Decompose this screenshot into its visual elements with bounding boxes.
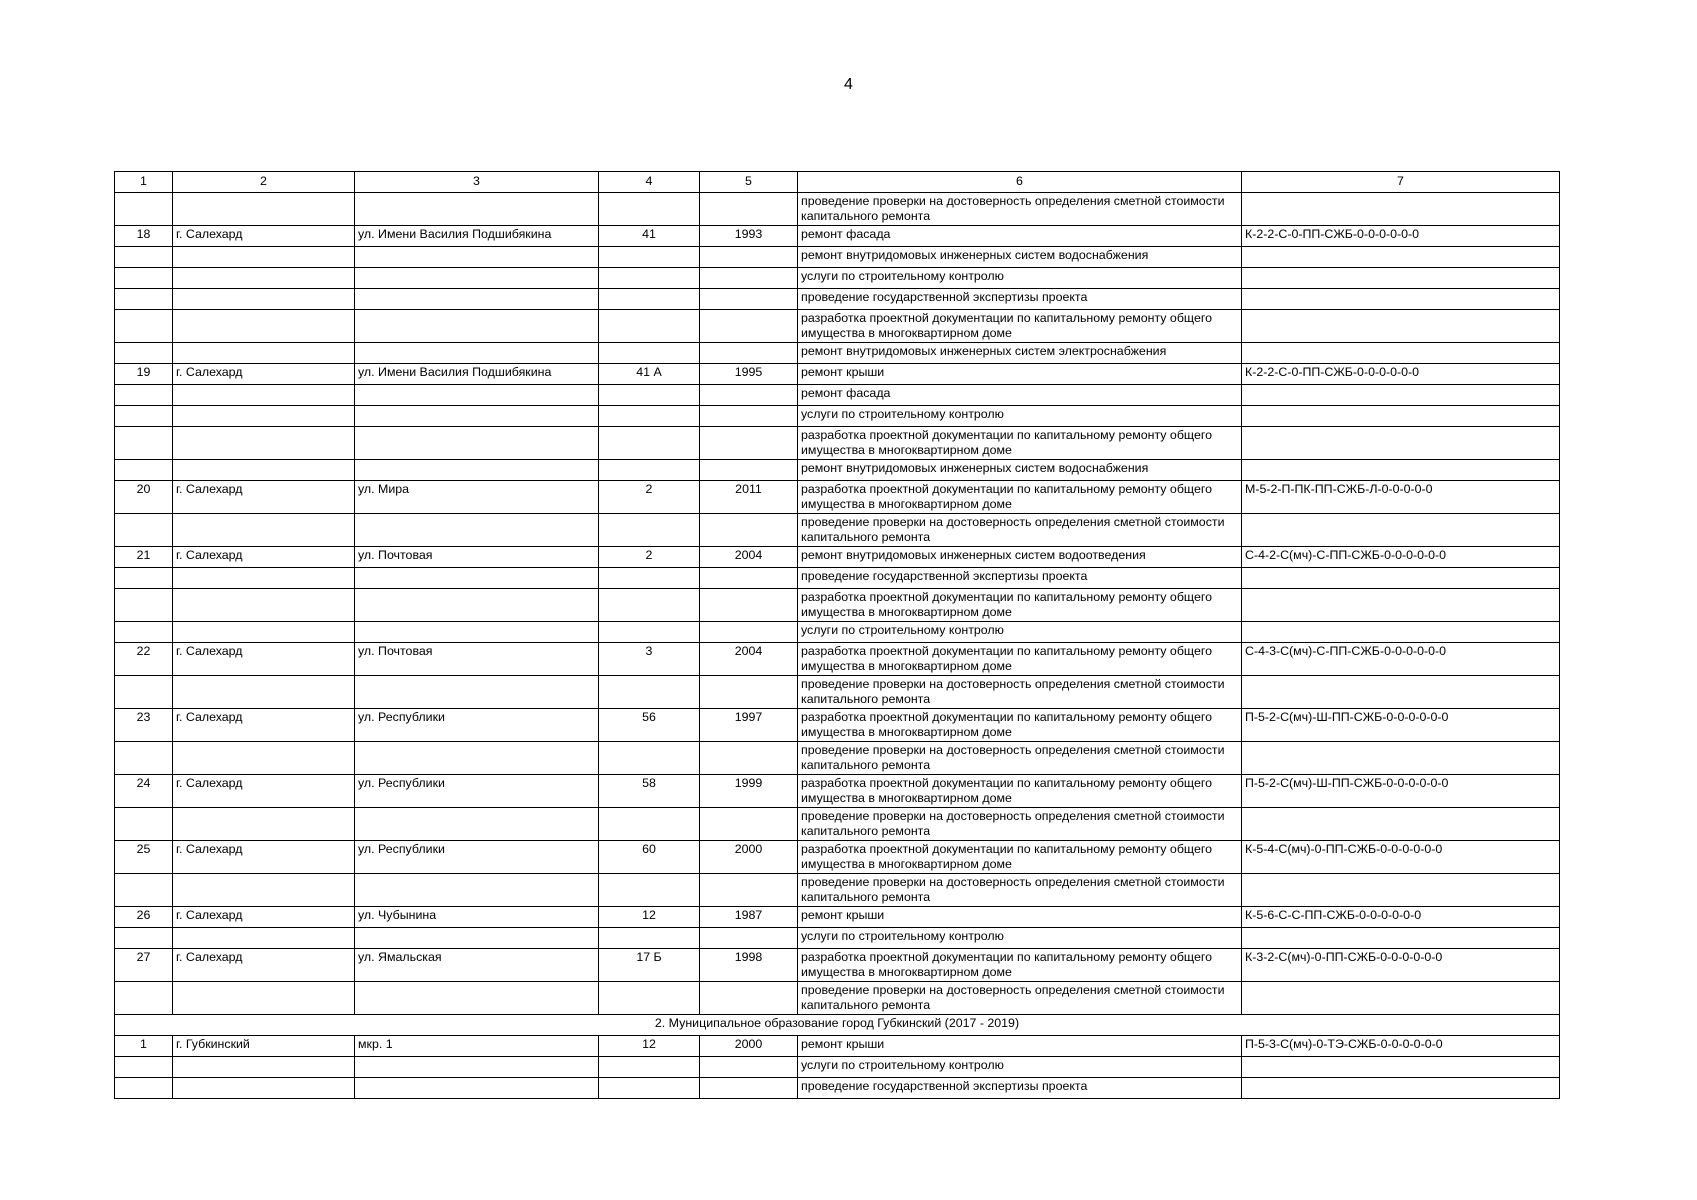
code-cell [1242, 514, 1560, 547]
column-header: 4 [599, 172, 700, 193]
section-title: 2. Муниципальное образование город Губкинский (2017 - 2019) [115, 1015, 1560, 1036]
city-cell [173, 742, 355, 775]
code-cell: К-2-2-С-0-ПП-СЖБ-0-0-0-0-0-0 [1242, 226, 1560, 247]
work-type-cell: ремонт внутридомовых инженерных систем электроснабжения [798, 343, 1242, 364]
year-cell [700, 874, 798, 907]
city-cell [173, 808, 355, 841]
table-row [115, 775, 1560, 808]
row-number-cell [115, 742, 173, 775]
code-cell [1242, 460, 1560, 481]
house-number-cell [599, 982, 700, 1015]
code-cell [1242, 268, 1560, 289]
house-number-cell [599, 928, 700, 949]
table-body [115, 193, 1560, 1099]
row-number-cell [115, 808, 173, 841]
code-cell [1242, 310, 1560, 343]
work-type-cell: проведение государственной экспертизы проекта [798, 289, 1242, 310]
code-cell [1242, 343, 1560, 364]
work-type-cell: разработка проектной документации по капитальному ремонту общего имущества в многоквартирном доме [798, 949, 1242, 982]
city-cell [173, 1057, 355, 1078]
street-cell [355, 406, 599, 427]
row-number-cell: 20 [115, 481, 173, 514]
year-cell [700, 808, 798, 841]
code-cell [1242, 589, 1560, 622]
work-type-cell: ремонт внутридомовых инженерных систем водоснабжения [798, 460, 1242, 481]
city-cell [173, 193, 355, 226]
city-cell [173, 1078, 355, 1099]
code-cell [1242, 406, 1560, 427]
table-row [115, 568, 1560, 589]
city-cell: г. Салехард [173, 226, 355, 247]
year-cell [700, 514, 798, 547]
year-cell: 2000 [700, 1036, 798, 1057]
row-number-cell: 24 [115, 775, 173, 808]
code-cell [1242, 385, 1560, 406]
house-number-cell: 41 [599, 226, 700, 247]
house-number-cell: 2 [599, 547, 700, 568]
street-cell: ул. Почтовая [355, 643, 599, 676]
work-type-cell: проведение проверки на достоверность определения сметной стоимости капитального ремонта [798, 808, 1242, 841]
code-cell [1242, 247, 1560, 268]
table-row [115, 385, 1560, 406]
street-cell: ул. Ямальская [355, 949, 599, 982]
street-cell [355, 514, 599, 547]
column-header: 1 [115, 172, 173, 193]
table-row [115, 982, 1560, 1015]
house-number-cell: 58 [599, 775, 700, 808]
street-cell [355, 589, 599, 622]
code-cell [1242, 289, 1560, 310]
street-cell: ул. Имени Василия Подшибякина [355, 226, 599, 247]
code-cell: К-5-4-С(мч)-0-ПП-СЖБ-0-0-0-0-0-0 [1242, 841, 1560, 874]
city-cell [173, 268, 355, 289]
work-type-cell: проведение проверки на достоверность определения сметной стоимости капитального ремонта [798, 982, 1242, 1015]
house-number-cell [599, 193, 700, 226]
table-row [115, 643, 1560, 676]
year-cell [700, 247, 798, 268]
year-cell: 2011 [700, 481, 798, 514]
row-number-cell [115, 1078, 173, 1099]
table-row [115, 928, 1560, 949]
row-number-cell [115, 406, 173, 427]
page-number: 4 [844, 76, 853, 93]
city-cell: г. Салехард [173, 364, 355, 385]
street-cell [355, 676, 599, 709]
city-cell [173, 874, 355, 907]
year-cell [700, 928, 798, 949]
table-row [115, 907, 1560, 928]
work-type-cell: разработка проектной документации по капитальному ремонту общего имущества в многоквартирном доме [798, 589, 1242, 622]
year-cell: 2000 [700, 841, 798, 874]
street-cell [355, 1078, 599, 1099]
year-cell [700, 460, 798, 481]
table-row [115, 514, 1560, 547]
row-number-cell: 27 [115, 949, 173, 982]
city-cell: г. Салехард [173, 643, 355, 676]
table-row [115, 268, 1560, 289]
house-number-cell [599, 514, 700, 547]
work-type-cell: разработка проектной документации по капитальному ремонту общего имущества в многоквартирном доме [798, 310, 1242, 343]
row-number-cell: 1 [115, 1036, 173, 1057]
code-cell [1242, 874, 1560, 907]
city-cell [173, 589, 355, 622]
work-type-cell: разработка проектной документации по капитальному ремонту общего имущества в многоквартирном доме [798, 481, 1242, 514]
code-cell: М-5-2-П-ПК-ПП-СЖБ-Л-0-0-0-0-0 [1242, 481, 1560, 514]
street-cell [355, 1057, 599, 1078]
table-row [115, 226, 1560, 247]
work-type-cell: проведение проверки на достоверность определения сметной стоимости капитального ремонта [798, 742, 1242, 775]
work-type-cell: разработка проектной документации по капитальному ремонту общего имущества в многоквартирном доме [798, 841, 1242, 874]
year-cell [700, 310, 798, 343]
code-cell [1242, 808, 1560, 841]
row-number-cell [115, 310, 173, 343]
city-cell: г. Салехард [173, 481, 355, 514]
code-cell: С-4-2-С(мч)-С-ПП-СЖБ-0-0-0-0-0-0 [1242, 547, 1560, 568]
year-cell [700, 343, 798, 364]
city-cell: г. Салехард [173, 547, 355, 568]
work-type-cell: разработка проектной документации по капитальному ремонту общего имущества в многоквартирном доме [798, 427, 1242, 460]
row-number-cell [115, 928, 173, 949]
work-type-cell: проведение проверки на достоверность определения сметной стоимости капитального ремонта [798, 676, 1242, 709]
street-cell [355, 310, 599, 343]
street-cell: ул. Республики [355, 709, 599, 742]
work-type-cell: разработка проектной документации по капитальному ремонту общего имущества в многоквартирном доме [798, 643, 1242, 676]
row-number-cell [115, 193, 173, 226]
work-type-cell: услуги по строительному контролю [798, 622, 1242, 643]
work-type-cell: ремонт крыши [798, 364, 1242, 385]
row-number-cell [115, 676, 173, 709]
work-type-cell: проведение проверки на достоверность определения сметной стоимости капитального ремонта [798, 874, 1242, 907]
street-cell [355, 808, 599, 841]
row-number-cell [115, 874, 173, 907]
table-row [115, 247, 1560, 268]
table-row [115, 808, 1560, 841]
work-type-cell: проведение проверки на достоверность определения сметной стоимости капитального ремонта [798, 193, 1242, 226]
house-number-cell [599, 874, 700, 907]
work-type-cell: ремонт фасада [798, 385, 1242, 406]
house-number-cell [599, 589, 700, 622]
table-row [115, 1036, 1560, 1057]
code-cell [1242, 676, 1560, 709]
code-cell [1242, 193, 1560, 226]
work-type-cell: услуги по строительному контролю [798, 1057, 1242, 1078]
house-number-cell [599, 268, 700, 289]
year-cell [700, 289, 798, 310]
house-number-cell [599, 808, 700, 841]
city-cell [173, 310, 355, 343]
work-type-cell: ремонт фасада [798, 226, 1242, 247]
code-cell [1242, 1078, 1560, 1099]
year-cell: 2004 [700, 643, 798, 676]
street-cell [355, 928, 599, 949]
code-cell: П-5-2-С(мч)-Ш-ПП-СЖБ-0-0-0-0-0-0 [1242, 775, 1560, 808]
street-cell [355, 193, 599, 226]
house-number-cell: 41 А [599, 364, 700, 385]
table-row [115, 622, 1560, 643]
city-cell [173, 460, 355, 481]
street-cell [355, 343, 599, 364]
house-number-cell [599, 289, 700, 310]
work-type-cell: услуги по строительному контролю [798, 268, 1242, 289]
row-number-cell [115, 982, 173, 1015]
street-cell: ул. Республики [355, 841, 599, 874]
row-number-cell [115, 343, 173, 364]
street-cell [355, 385, 599, 406]
year-cell: 1987 [700, 907, 798, 928]
street-cell: ул. Мира [355, 481, 599, 514]
city-cell [173, 622, 355, 643]
row-number-cell: 21 [115, 547, 173, 568]
city-cell: г. Салехард [173, 949, 355, 982]
row-number-cell: 19 [115, 364, 173, 385]
table-row [115, 343, 1560, 364]
city-cell [173, 568, 355, 589]
year-cell [700, 568, 798, 589]
work-type-cell: услуги по строительному контролю [798, 928, 1242, 949]
city-cell [173, 982, 355, 1015]
street-cell [355, 427, 599, 460]
street-cell: ул. Имени Василия Подшибякина [355, 364, 599, 385]
house-number-cell: 56 [599, 709, 700, 742]
code-cell: П-5-2-С(мч)-Ш-ПП-СЖБ-0-0-0-0-0-0 [1242, 709, 1560, 742]
city-cell [173, 676, 355, 709]
table-row [115, 841, 1560, 874]
house-number-cell: 17 Б [599, 949, 700, 982]
column-header: 7 [1242, 172, 1560, 193]
work-type-cell: проведение проверки на достоверность определения сметной стоимости капитального ремонта [798, 514, 1242, 547]
city-cell: г. Салехард [173, 709, 355, 742]
year-cell [700, 622, 798, 643]
street-cell [355, 982, 599, 1015]
year-cell: 1993 [700, 226, 798, 247]
year-cell [700, 406, 798, 427]
code-cell: П-5-3-С(мч)-0-ТЭ-СЖБ-0-0-0-0-0-0 [1242, 1036, 1560, 1057]
row-number-cell [115, 385, 173, 406]
year-cell [700, 268, 798, 289]
section-row [115, 1015, 1560, 1036]
table-row [115, 949, 1560, 982]
table-row [115, 1057, 1560, 1078]
row-number-cell [115, 247, 173, 268]
house-number-cell [599, 676, 700, 709]
house-number-cell [599, 1078, 700, 1099]
work-type-cell: услуги по строительному контролю [798, 406, 1242, 427]
year-cell [700, 742, 798, 775]
city-cell [173, 406, 355, 427]
city-cell [173, 385, 355, 406]
street-cell [355, 460, 599, 481]
city-cell [173, 343, 355, 364]
code-cell [1242, 622, 1560, 643]
column-header-row [115, 172, 1560, 193]
work-type-cell: разработка проектной документации по капитальному ремонту общего имущества в многоквартирном доме [798, 775, 1242, 808]
work-type-cell: разработка проектной документации по капитальному ремонту общего имущества в многоквартирном доме [798, 709, 1242, 742]
table-row [115, 193, 1560, 226]
row-number-cell [115, 460, 173, 481]
table-row [115, 676, 1560, 709]
row-number-cell: 18 [115, 226, 173, 247]
row-number-cell: 22 [115, 643, 173, 676]
table-row [115, 310, 1560, 343]
row-number-cell [115, 268, 173, 289]
house-number-cell [599, 406, 700, 427]
street-cell: ул. Почтовая [355, 547, 599, 568]
table-row [115, 589, 1560, 622]
row-number-cell [115, 622, 173, 643]
house-number-cell [599, 622, 700, 643]
house-number-cell [599, 568, 700, 589]
year-cell: 1999 [700, 775, 798, 808]
capital-repair-table [114, 171, 1560, 1099]
street-cell [355, 568, 599, 589]
house-number-cell [599, 460, 700, 481]
house-number-cell [599, 427, 700, 460]
year-cell [700, 1057, 798, 1078]
work-type-cell: ремонт внутридомовых инженерных систем водоотведения [798, 547, 1242, 568]
code-cell: К-5-6-С-С-ПП-СЖБ-0-0-0-0-0-0 [1242, 907, 1560, 928]
year-cell [700, 193, 798, 226]
house-number-cell [599, 1057, 700, 1078]
column-header: 6 [798, 172, 1242, 193]
house-number-cell: 2 [599, 481, 700, 514]
row-number-cell [115, 589, 173, 622]
street-cell [355, 247, 599, 268]
row-number-cell [115, 289, 173, 310]
column-header: 3 [355, 172, 599, 193]
row-number-cell [115, 1057, 173, 1078]
code-cell [1242, 1057, 1560, 1078]
work-type-cell: ремонт крыши [798, 907, 1242, 928]
house-number-cell: 12 [599, 907, 700, 928]
code-cell: К-2-2-С-0-ПП-СЖБ-0-0-0-0-0-0 [1242, 364, 1560, 385]
code-cell [1242, 742, 1560, 775]
city-cell [173, 247, 355, 268]
table-row [115, 1078, 1560, 1099]
year-cell [700, 385, 798, 406]
year-cell: 2004 [700, 547, 798, 568]
city-cell [173, 928, 355, 949]
year-cell: 1995 [700, 364, 798, 385]
city-cell [173, 514, 355, 547]
year-cell [700, 982, 798, 1015]
street-cell [355, 874, 599, 907]
house-number-cell [599, 247, 700, 268]
city-cell: г. Салехард [173, 841, 355, 874]
city-cell: г. Салехард [173, 907, 355, 928]
city-cell: г. Губкинский [173, 1036, 355, 1057]
table-row [115, 481, 1560, 514]
work-type-cell: проведение государственной экспертизы проекта [798, 1078, 1242, 1099]
house-number-cell [599, 742, 700, 775]
code-cell [1242, 568, 1560, 589]
code-cell [1242, 427, 1560, 460]
house-number-cell [599, 343, 700, 364]
code-cell [1242, 982, 1560, 1015]
house-number-cell: 60 [599, 841, 700, 874]
row-number-cell [115, 427, 173, 460]
year-cell: 1998 [700, 949, 798, 982]
house-number-cell [599, 385, 700, 406]
row-number-cell [115, 514, 173, 547]
table-row [115, 364, 1560, 385]
code-cell: С-4-3-С(мч)-С-ПП-СЖБ-0-0-0-0-0-0 [1242, 643, 1560, 676]
street-cell: ул. Чубынина [355, 907, 599, 928]
house-number-cell: 3 [599, 643, 700, 676]
table-row [115, 460, 1560, 481]
city-cell [173, 427, 355, 460]
table-row [115, 874, 1560, 907]
year-cell [700, 427, 798, 460]
column-header: 5 [700, 172, 798, 193]
table-row [115, 406, 1560, 427]
work-type-cell: ремонт внутридомовых инженерных систем водоснабжения [798, 247, 1242, 268]
year-cell [700, 589, 798, 622]
street-cell: мкр. 1 [355, 1036, 599, 1057]
house-number-cell: 12 [599, 1036, 700, 1057]
street-cell: ул. Республики [355, 775, 599, 808]
row-number-cell: 26 [115, 907, 173, 928]
table-row [115, 547, 1560, 568]
year-cell [700, 1078, 798, 1099]
year-cell: 1997 [700, 709, 798, 742]
work-type-cell: проведение государственной экспертизы проекта [798, 568, 1242, 589]
street-cell [355, 289, 599, 310]
city-cell [173, 289, 355, 310]
table-row [115, 289, 1560, 310]
code-cell: К-3-2-С(мч)-0-ПП-СЖБ-0-0-0-0-0-0 [1242, 949, 1560, 982]
table-row [115, 427, 1560, 460]
year-cell [700, 676, 798, 709]
street-cell [355, 268, 599, 289]
table-row [115, 709, 1560, 742]
house-number-cell [599, 310, 700, 343]
city-cell: г. Салехард [173, 775, 355, 808]
row-number-cell [115, 568, 173, 589]
street-cell [355, 742, 599, 775]
row-number-cell: 25 [115, 841, 173, 874]
column-header: 2 [173, 172, 355, 193]
work-type-cell: ремонт крыши [798, 1036, 1242, 1057]
table-row [115, 742, 1560, 775]
street-cell [355, 622, 599, 643]
code-cell [1242, 928, 1560, 949]
row-number-cell: 23 [115, 709, 173, 742]
